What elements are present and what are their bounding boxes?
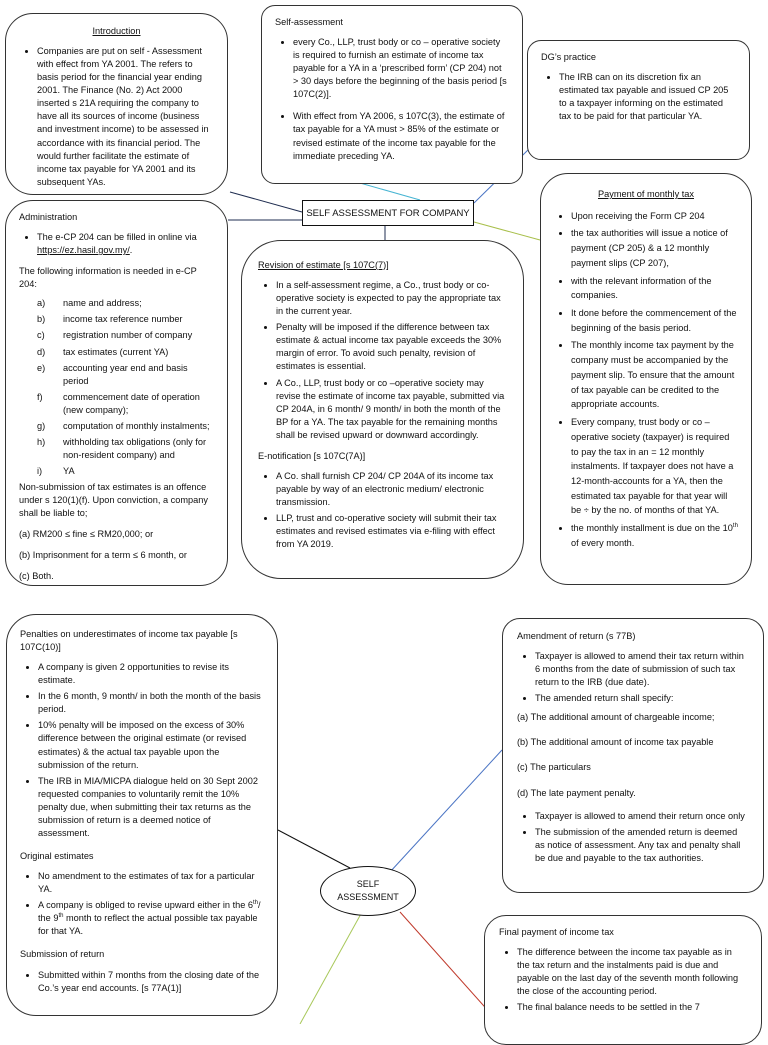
self-assessment-box [261, 5, 523, 184]
introduction-title: Introduction [92, 26, 141, 36]
amendment-line-c: (c) The particulars [517, 762, 591, 773]
revision-bullet: • In a self-assessment regime, a Co., trust body or co-operative society is expected to pay the appropriate tax in the current year. [276, 279, 507, 318]
self-assessment-title: Self-assessment [275, 17, 343, 27]
amendment-line-b: (b) The additional amount of income tax payable [517, 737, 714, 748]
list-item: e) accounting year end and basis period [37, 362, 188, 386]
penalties-bullet: • A company is given 2 opportunities to revise its estimate. [38, 661, 264, 687]
amendment-line-a: (a) The additional amount of chargeable income; [517, 712, 715, 723]
list-item: f) commencement date of operation (new company); [37, 391, 200, 415]
amendment-line-d: (d) The late payment penalty. [517, 787, 636, 798]
penalty-b: (b) Imprisonment for a term ≤ 6 month, or [19, 550, 187, 561]
connector-monthly [474, 222, 540, 240]
list-item: g) computation of monthly instalments; [37, 420, 210, 431]
non-submission-text: Non-submission of tax estimates is an offence under s 120(1)(f). Upon conviction, a company shall be liable to; [19, 482, 208, 519]
connector-penalties [278, 830, 350, 868]
penalties-box [6, 614, 278, 1016]
monthly-tax-bullet: • It done before the commencement of the beginning of the basis period. [571, 306, 739, 335]
self-assessment-node [320, 866, 416, 916]
administration-info-text: The following information is needed in e-CP 204: [19, 266, 197, 290]
monthly-tax-bullet: • the tax authorities will issue a notice of payment (CP 205) & a 12 monthly payment slips (CP 207), [571, 226, 739, 270]
connector-bottom-left [300, 912, 362, 1024]
dg-practice-box [527, 40, 750, 160]
center-bottom-line1: SELF [356, 879, 380, 890]
amendment-bullet: • Taxpayer is allowed to amend their return once only [535, 810, 749, 823]
penalties-bullet: • The IRB in MIA/MICPA dialogue held on 30 Sept 2002 requested companies to voluntarily remit the 10% penalty due, when submitting their tax returns as the submission of return is a deemed notice of assessment. [38, 775, 264, 840]
monthly-tax-box [540, 173, 752, 585]
list-item: c) registration number of company [37, 330, 193, 341]
list-item: b) income tax reference number [37, 314, 183, 325]
self-assessment-for-company-node [302, 200, 474, 226]
connector-amendment [390, 750, 502, 872]
amendment-box [502, 618, 764, 893]
original-estimates-bullet: • A company is obliged to revise upward either in the 6th/ the 9th month to reflect the actual possible tax payable for that YA. [38, 899, 264, 938]
penalty-c: (c) Both. [19, 571, 54, 582]
hasil-link[interactable]: https://ez.hasil.gov.my/ [37, 245, 130, 256]
amendment-title: Amendment of return (s 77B) [517, 631, 636, 641]
administration-info-list [19, 297, 214, 478]
dg-practice-bullet: • The IRB can on its discretion fix an estimated tax payable and issued CP 205 to a taxpayer informing on the estimated tax to be paid for that particular YA. [559, 71, 736, 123]
introduction-bullet: • Companies are put on self - Assessment with effect from YA 2001. The refers to basis period for the financial year ending 2001. The Finance (No. 2) Act 2000 inserted s 21A requiring the company to have all its sources of income (business and investment income) to be assessed in accordance with its financial period. The would further facilitate the estimate of income tax payable for YA 2001 and its subsequent YAs. [37, 45, 214, 189]
monthly-tax-bullet: • Upon receiving the Form CP 204 [571, 209, 739, 224]
connector-self-assessment [360, 183, 420, 200]
amendment-bullet: • The amended return shall specify: [535, 692, 749, 705]
monthly-tax-bullet: • with the relevant information of the companies. [571, 274, 739, 303]
list-item: h) withholding tax obligations (only for non-resident company) and [37, 436, 206, 460]
enotification-title: E-notification [s 107C(7A)] [258, 450, 366, 461]
revision-box [241, 240, 524, 579]
penalties-bullet: • 10% penalty will be imposed on the excess of 30% difference between the original estimate (or revised estimates) & the actual tax payable upon the submission of the return. [38, 719, 264, 771]
submission-bullet: • Submitted within 7 months from the closing date of the Co.’s year end accounts. [s 77A(1)] [38, 969, 264, 995]
submission-title: Submission of return [20, 949, 105, 960]
final-payment-title: Final payment of income tax [499, 927, 614, 937]
penalty-a: (a) RM200 ≤ fine ≤ RM20,000; or [19, 529, 154, 540]
amendment-bullet: • Taxpayer is allowed to amend their tax return within 6 months from the date of submission of such tax return to the IRB (due date). [535, 650, 749, 689]
connector-intro [230, 192, 302, 212]
penalties-title: Penalties on underestimates of income tax payable [s 107C(10)] [20, 629, 238, 653]
monthly-tax-bullet: • Every company, trust body or co – operative society (taxpayer) is required to pay the tax in an = 12 monthly instalments. If taxpayer does not have a 12-month-accounts for a YA, then the estimated tax payable for that year will be ÷ by the no. of months of that YA. [571, 415, 739, 518]
list-item: a) name and address; [37, 298, 142, 309]
final-payment-box [484, 915, 762, 1045]
list-item: i) YA [37, 466, 75, 476]
original-estimates-bullet: • No amendment to the estimates of tax for a particular YA. [38, 870, 264, 896]
enotification-bullet: • A Co. shall furnish CP 204/ CP 204A of its income tax payable by way of an electronic medium/ electronic transmission. [276, 470, 507, 509]
monthly-tax-bullet: • The monthly income tax payment by the company must be accompanied by the payment slip. To ensure that the amount of tax payable can be credited to the appropriate accounts. [571, 338, 739, 412]
penalties-bullet: • In the 6 month, 9 month/ in both the month of the basis period. [38, 690, 264, 716]
final-payment-bullet: • The difference between the income tax payable as in the tax return and the instalments paid is due and payable on the last day of the seventh month following the close of the accounting period. [517, 946, 747, 998]
center-top-label: SELF ASSESSMENT FOR COMPANY [306, 207, 470, 219]
enotification-bullet: • LLP, trust and co-operative society will submit their tax estimates and revised estimates via e-filing with effect from YA 2019. [276, 512, 507, 551]
dg-practice-title: DG’s practice [541, 52, 596, 62]
administration-box [5, 200, 228, 586]
center-bottom-line2: ASSESSMENT [337, 892, 399, 902]
administration-bullet: • The e-CP 204 can be filled in online via https://ez.hasil.gov.my/. [37, 231, 214, 257]
monthly-tax-bullet: • the monthly installment is due on the 10th of every month. [571, 521, 739, 550]
amendment-bullet: • The submission of the amended return is deemed as notice of assessment. Any tax and penalty shall be due and payable to the tax authorities. [535, 826, 749, 865]
original-estimates-title: Original estimates [20, 850, 94, 861]
list-item: d) tax estimates (current YA) [37, 346, 169, 357]
revision-bullet: • Penalty will be imposed if the difference between tax estimate & actual income tax payable exceeds the 30% margin of error. To avoid such penalty, revision of estimates is essential. [276, 321, 507, 373]
revision-bullet: • A Co., LLP, trust body or co –operative society may revise the estimate of income tax payable, submitted via CP 204A, in 6 month/ 9 month/ in both the month of the BP for a YA. The tax payable for the remaining months shall be revised upward or downward accordingly. [276, 377, 507, 442]
monthly-tax-title: Payment of monthly tax [597, 189, 694, 199]
revision-title: Revision of estimate [s 107C(7)] [258, 260, 389, 270]
final-payment-bullet: • The final balance needs to be settled in the 7 [517, 1001, 747, 1014]
administration-title: Administration [19, 212, 78, 222]
self-assessment-bullet: • With effect from YA 2006, s 107C(3), the estimate of tax payable for a YA must > 85% of the estimate or revised estimate of the income tax payable for the immediate preceding YA. [293, 110, 509, 162]
introduction-box [5, 13, 228, 195]
self-assessment-bullet: • every Co., LLP, trust body or co – operative society is required to furnish an estimate of income tax payable for a YA in a ‘prescribed form’ (CP 204) not > 30 days before the beginning of the basis period [s 107C(2)]. [293, 36, 509, 101]
